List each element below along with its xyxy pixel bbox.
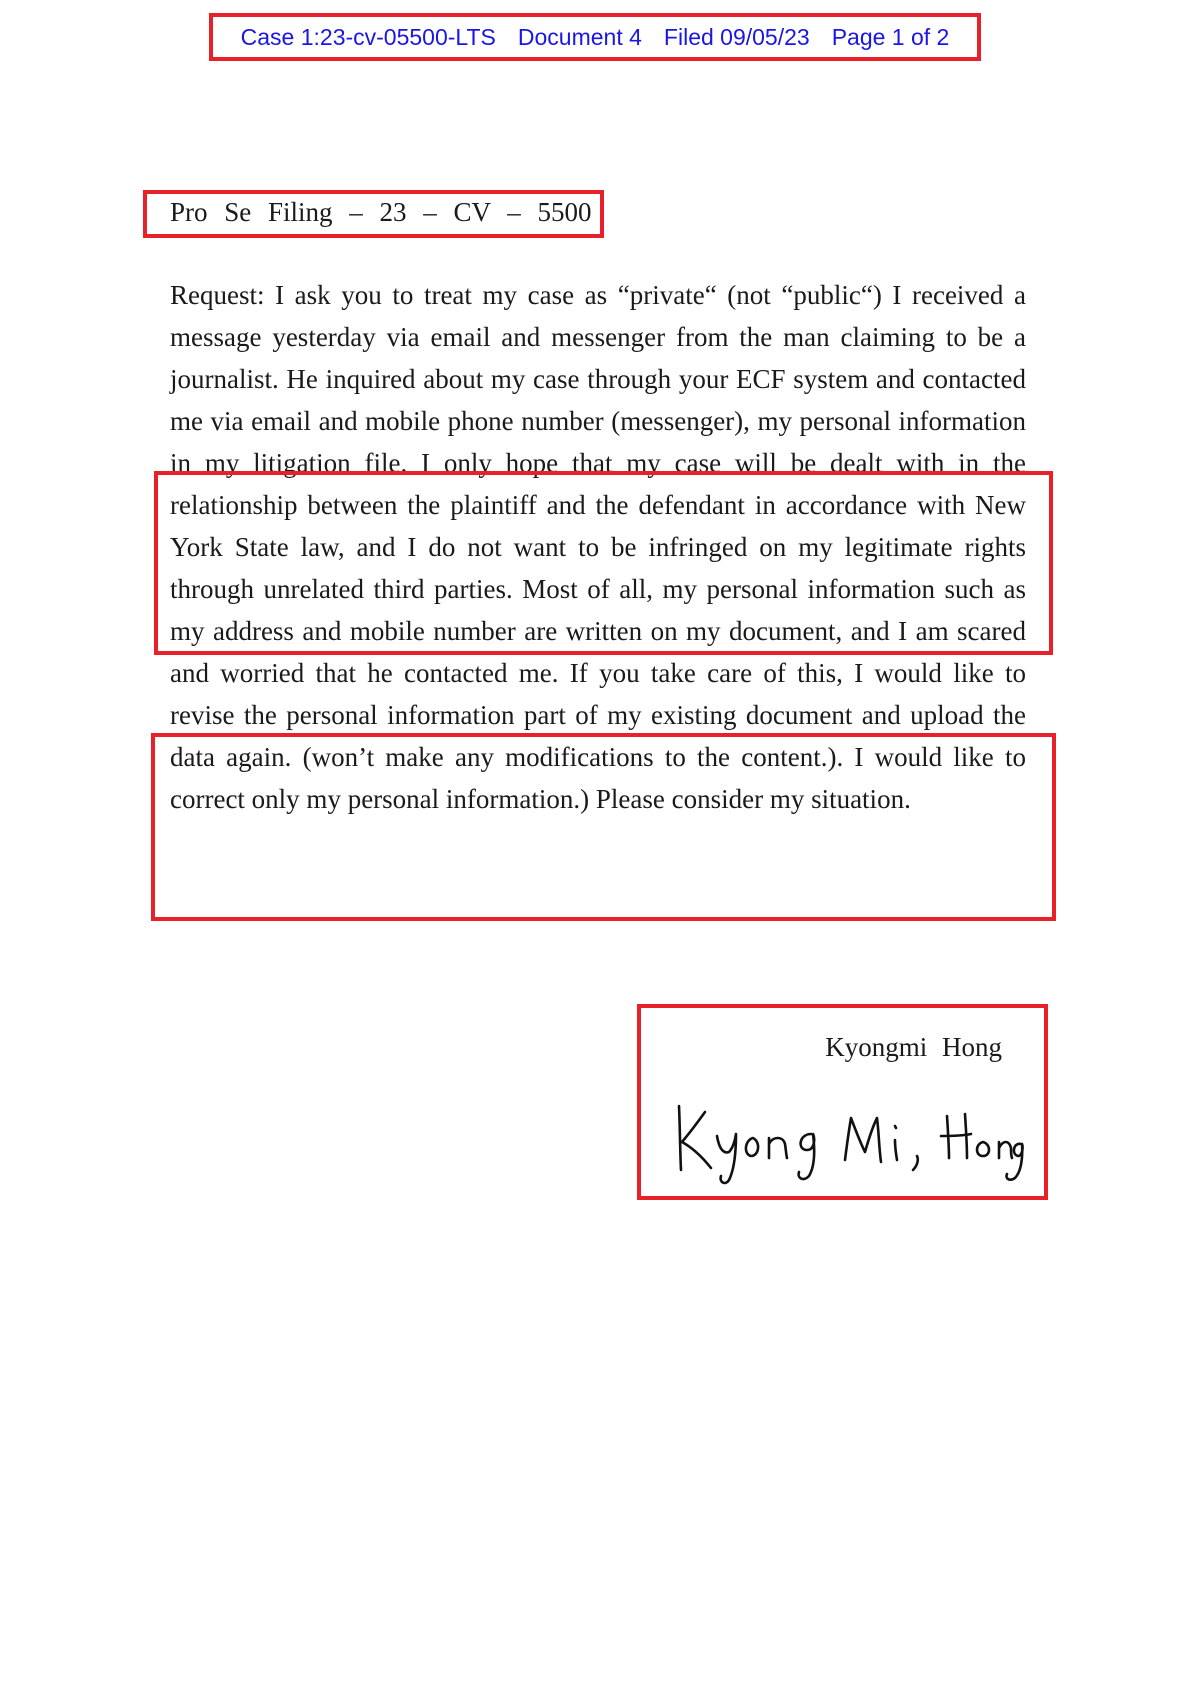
document-number: Document 4 <box>517 23 642 50</box>
case-header <box>209 13 981 61</box>
filing-title: Pro Se Filing – 23 – CV – 5500 <box>170 197 592 227</box>
filed-date: Filed 09/05/23 <box>663 23 810 50</box>
case-number: Case 1:23-cv-05500-LTS <box>240 23 496 50</box>
handwritten-signature <box>665 1078 1025 1188</box>
signature-block <box>637 1004 1048 1200</box>
printed-name: Kyongmi Hong <box>825 1032 1002 1062</box>
request-body-text: Request: I ask you to treat my case as “private“ (not “public“) I received a message yesterday via email and messenger from the man claiming to be a journalist. He inquired about my case through your ECF system and contacted me via email and mobile phone number (messenger), my personal information in my litigation file. I only hope that my case will be dealt with in the relationship between the plaintiff and the defendant in accordance with New York State law, and I do not want to be infringed on my legitimate rights through unrelated third parties. Most of all, my personal information such as my address and mobile number are written on my document, and I am scared and worried that he contacted me. If you take care of this, I would like to revise the personal information part of my existing document and upload the data again. (won’t make any modifications to the content.). I would like to correct only my personal information.) Please consider my situation. <box>170 280 1026 814</box>
page-indicator: Page 1 of 2 <box>831 23 950 50</box>
